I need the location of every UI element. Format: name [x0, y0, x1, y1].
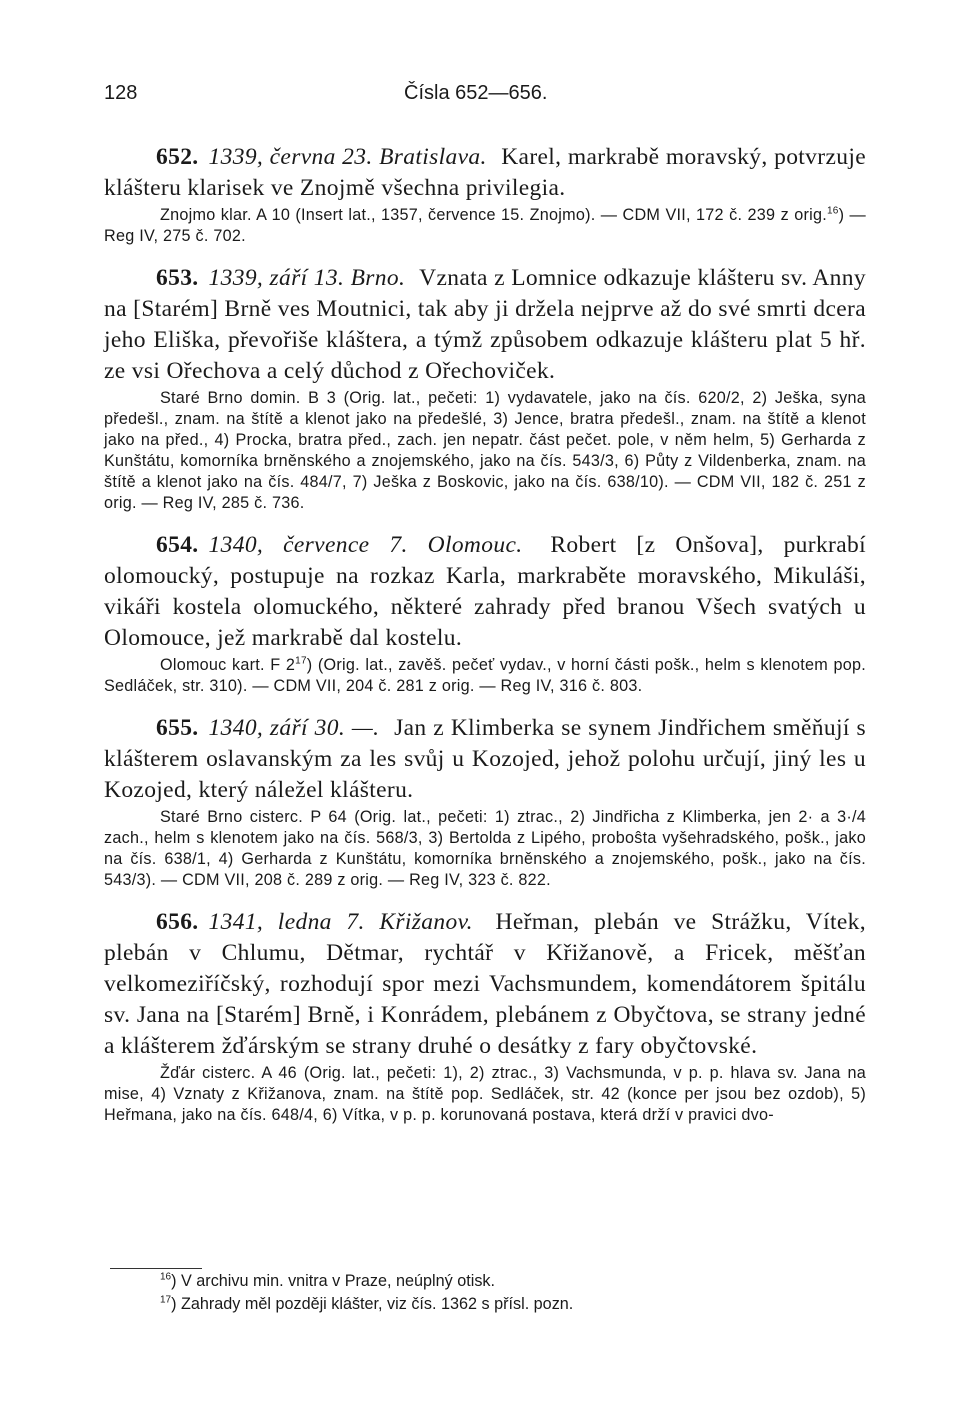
footnote-mark: 17 — [160, 1294, 172, 1306]
regest-entry — [104, 530, 866, 697]
entry-text: Jan z Klimberka se synem Jindřichem směňují s klášterem oslavanským za les svůj u Kozojed, jehož polohu určují, jiný les u Kozojed, který náležel klášteru. — [104, 715, 866, 803]
entry-notes — [104, 655, 866, 697]
entry-date: 1341, ledna 7. Křižanov. — [208, 909, 473, 935]
entry-number: 656. — [156, 909, 199, 935]
entry-date: 1339, září 13. Brno. — [208, 265, 406, 291]
entry-text: Robert [z Onšova], purkrabí olomoucký, postupuje na rozkaz Karla, markraběte moravského, Mikuláši, vikáři kostela olomuckého, některé zahrady před branou Všech svatých u Olomouce, jež markrabě dal kostelu. — [104, 532, 866, 651]
entry-number: 653. — [156, 265, 199, 291]
entry-heading — [104, 713, 866, 806]
entry-notes — [104, 205, 866, 247]
document-body — [104, 142, 866, 1142]
page-number: 128 — [104, 82, 138, 104]
regest-entry — [104, 142, 866, 247]
footnote-rule — [110, 1268, 202, 1269]
entry-heading — [104, 530, 866, 654]
notes-text: ) (Orig. lat., zavěš. pečeť vydav., v horní části pošk., helm s klenotem pop. Sedláček, str. 310). — CDM VII, 204 č. 281 z orig. — Reg IV, 316 č. 803. — [104, 656, 866, 695]
footnote-ref: 16 — [826, 205, 839, 217]
notes-text: ) — Reg IV, 275 č. 702. — [104, 206, 866, 245]
footnotes — [104, 1268, 866, 1315]
entry-text: Karel, markrabě moravský, potvrzuje klášteru klarisek ve Znojmě všechna privilegia. — [104, 144, 866, 201]
entry-heading — [104, 907, 866, 1062]
entry-heading — [104, 142, 866, 204]
notes-text: Olomouc kart. F 2 — [160, 656, 296, 674]
entry-date: 1340, září 30. —. — [208, 715, 380, 741]
running-title: Čísla 652—656. — [404, 82, 548, 104]
footnote — [160, 1271, 866, 1292]
regest-entry — [104, 907, 866, 1126]
entry-heading — [104, 263, 866, 387]
footnote-mark: 16 — [160, 1271, 172, 1283]
notes-text: Žďár cisterc. A 46 (Orig. lat., pečeti: 1), 2) ztrac., 3) Vachsmunda, v p. p. hlava sv. Jana na mise, 4) Vznaty z Křižanova, znam. na štítě pop. Sedláček, str. 42 (konce per jsou bez ozdob), 5) Heřmana, jako na čís. 648/4, 6) Vítka, v p. p. korunovaná postava, která drží v pravici dvo- — [104, 1064, 866, 1124]
entry-date: 1339, června 23. Bratislava. — [208, 144, 487, 170]
footnote-ref: 17 — [295, 655, 307, 667]
entry-text: Heřman, plebán ve Strážku, Vítek, plebán v Chlumu, Dětmar, rychtář v Křižanově, a Fricek, měšťan velkomeziříčský, rozhodují spor mezi Vachsmundem, komendátorem špitálu sv. Jana na [Starém] Brně, i Konrádem, plebánem z Obyčtova, se strany jedné a klášterem žďárským se strany druhé o desátky z fary obyčtovské. — [104, 909, 866, 1059]
entry-text: Vznata z Lomnice odkazuje klášteru sv. Anny na [Starém] Brně ves Moutnici, tak aby ji držela nejprve až do své smrti dcera jeho Eliška, převořiše kláštera, a týmž způsobem odkazuje klášteru plat 5 hř. ze vsi Ořechova a celý důchod z Ořechoviček. — [104, 265, 866, 384]
notes-text: Znojmo klar. A 10 (Insert lat., 1357, července 15. Znojmo). — CDM VII, 172 č. 239 z orig. — [160, 206, 827, 224]
footnote-text: ) Zahrady měl později klášter, viz čís. 1362 s přísl. pozn. — [171, 1295, 574, 1313]
notes-text: Staré Brno cisterc. P 64 (Orig. lat., pečeti: 1) ztrac., 2) Jindřicha z Klimberka, jen 2· a 3·/4 zach., helm s klenotem jako na čís. 568/3, 3) Bertolda z Lipého, proboŝta vyšehradského, pošk., jako na čís. 638/1, 4) Gerharda z Kunštátu, komorníka brněnského a znojemského, pošk., jako na čís. 543/3). — CDM VII, 208 č. 289 z orig. — Reg IV, 323 č. 822. — [104, 808, 866, 889]
entry-notes — [104, 1063, 866, 1126]
regest-entry — [104, 263, 866, 514]
entry-number: 655. — [156, 715, 199, 741]
entry-notes — [104, 807, 866, 891]
footnote — [160, 1294, 866, 1315]
footnote-text: ) V archivu min. vnitra v Praze, neúplný otisk. — [171, 1272, 496, 1290]
entry-date: 1340, července 7. Olomouc. — [208, 532, 523, 558]
notes-text: Staré Brno domin. B 3 (Orig. lat., pečeti: 1) vydavatele, jako na čís. 620/2, 2) Ješka, syna předešl., znam. na štítě a klenot jako na předešlé, 3) Jence, bratra předešl., znam. na štítě a klenot jako na před., 4) Procka, bratra před., zach. jen nepatr. část pečet. pole, v něm helm, 5) Gerharda z Kunštátu, komorníka brněnského a znojemského, jako na čís. 543/3, 6) Půty z Vildenberka, znam. na štítě a klenot jako na čís. 484/7, 7) Ješka z Boskovic, jako na čís. 638/10). — CDM VII, 182 č. 251 z orig. — Reg IV, 285 č. 736. — [104, 389, 866, 512]
page-header — [104, 82, 866, 112]
regest-entry — [104, 713, 866, 891]
entry-number: 652. — [156, 144, 199, 170]
entry-notes — [104, 388, 866, 514]
entry-number: 654. — [156, 532, 199, 558]
